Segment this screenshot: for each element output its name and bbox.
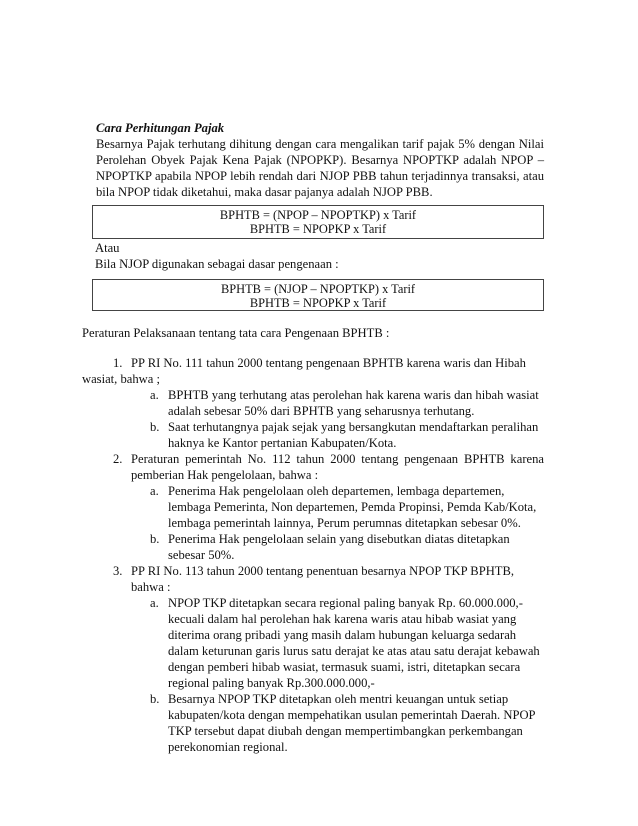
list-item-text: bahwa : [131,580,171,594]
sublist-text: TKP tersebut dapat diubah dengan mempertimbangkan perkembangan [168,724,523,738]
formula-box [92,279,544,311]
list-item-text: Peraturan pemerintah No. 112 tahun 2000 tentang pengenaan BPHTB karena [131,452,544,466]
sublist-text: Saat terhutangnya pajak sejak yang bersangkutan mendaftarkan peralihan [168,420,539,434]
peraturan-heading: Peraturan Pelaksanaan tentang tata cara Pengenaan BPHTB : [82,326,390,340]
paragraph-line: Perolehan Obyek Pajak Kena Pajak (NPOPKP). Besarnya NPOPTKP adalah NPOP – [96,153,544,167]
sublist-text: sebesar 50%. [168,548,235,562]
paragraph-line: NPOPTKP apabila NPOP lebih rendah dari NJOP PBB tahun terjadinnya transaksi, atau [96,169,544,183]
sublist-text: dalam keturunan garis lurus satu derajat ke atas atau satu derajat kebawah [168,644,540,658]
formula-line: BPHTB = (NJOP – NPOPTKP) x Tarif [220,282,416,296]
list-number: 2. [113,452,123,466]
sublist-text: Besarnya NPOP TKP ditetapkan oleh mentri keuangan untuk setiap [168,692,509,706]
paragraph-line: bila NPOP tidak diketahui, maka dasar pajanya adalah NJOP PBB. [96,185,433,199]
sublist-text: haknya ke Kantor pertanian Kabupaten/Kota. [168,436,397,450]
sublist-text: kabupaten/kota dengan mempehatikan usulan pemerintah Daerah. NPOP [168,708,536,722]
sublist-text: perekonomian regional. [168,740,288,754]
sublist-label: a. [150,596,159,610]
sublist-text: adalah sebesar 50% dari BPHTB yang seharusnya terhutang. [168,404,475,418]
sublist-text: lembaga Pemerinta, Non departemen, Pemda Propinsi, Pemda Kab/Kota, [168,500,537,514]
list-number: 1. [113,356,123,370]
sublist-text: BPHTB yang terhutang atas perolehan hak karena waris dan hibah wasiat [168,388,539,402]
sublist-label: a. [150,484,159,498]
list-item-text: wasiat, bahwa ; [82,372,160,386]
sublist-text: Penerima Hak pengelolaan oleh departemen, lembaga departemen, [168,484,505,498]
bila-text: Bila NJOP digunakan sebagai dasar pengenaan : [95,257,339,271]
sublist-label: b. [150,420,160,434]
sublist-label: b. [150,532,160,546]
sublist-text: lembaga pemerintah lainnya, Perum perumnas ditetapkan sebesar 0%. [168,516,521,530]
sublist-label: a. [150,388,159,402]
paragraph-line: Besarnya Pajak terhutang dihitung dengan cara mengalikan tarif pajak 5% dengan Nilai [96,137,544,151]
sublist-text: Penerima Hak pengelolaan selain yang disebutkan diatas ditetapkan [168,532,510,546]
formula-box [92,205,544,239]
formula-line: BPHTB = (NPOP – NPOPTKP) x Tarif [219,208,417,222]
sublist-text: regional paling banyak Rp.300.000.000,- [168,676,375,690]
list-item-text: pemberian Hak pengelolaan, bahwa : [131,468,319,482]
formula-line: BPHTB = NPOPKP x Tarif [249,222,387,236]
sublist-label: b. [150,692,160,706]
atau-text: Atau [95,241,120,255]
list-item-text: PP RI No. 111 tahun 2000 tentang pengenaan BPHTB karena waris dan Hibah [131,356,526,370]
formula-line: BPHTB = NPOPKP x Tarif [249,296,387,310]
list-item-text: PP RI No. 113 tahun 2000 tentang penentuan besarnya NPOP TKP BPHTB, [131,564,515,578]
sublist-text: dengan pemberi hibab wasiat, termasuk suami, istri, ditetapkan secara [168,660,521,674]
sublist-text: kecuali dalam hal perolehan hak karena waris atau hibab wasiat yang [168,612,517,626]
list-number: 3. [113,564,123,578]
section-title: Cara Perhitungan Pajak [96,121,225,135]
sublist-text: NPOP TKP ditetapkan secara regional paling banyak Rp. 60.000.000,- [168,596,523,610]
sublist-text: diterima orang pribadi yang masih dalam hubungan keluarga sedarah [168,628,517,642]
